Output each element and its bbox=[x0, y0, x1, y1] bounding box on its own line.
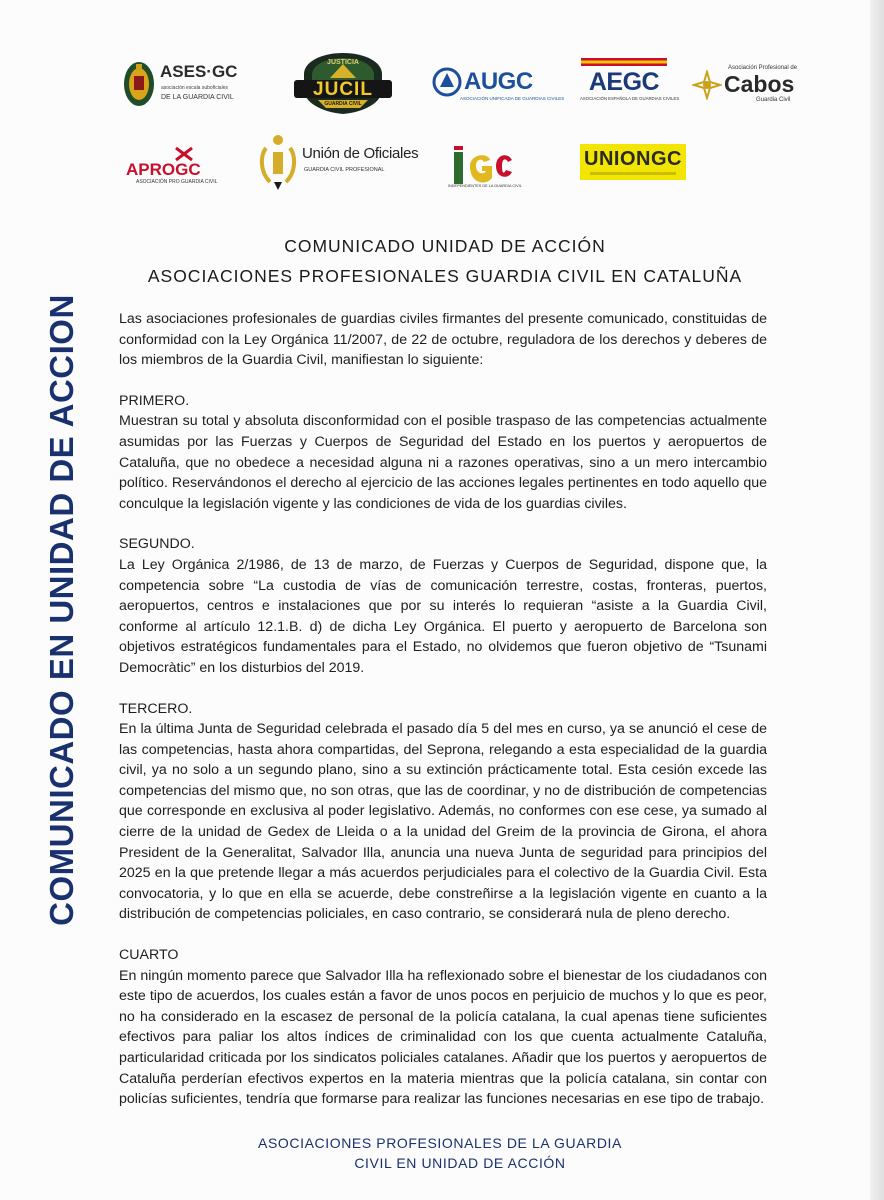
asesgc-sub2: DE LA GUARDIA CIVIL bbox=[161, 94, 234, 101]
cabos-top: Asociación Profesional de bbox=[728, 65, 798, 71]
augc-sub: ASOCIACIÓN UNIFICADA DE GUARDIAS CIVILES bbox=[460, 96, 565, 101]
logo-igc bbox=[448, 140, 522, 192]
logo-asesgc bbox=[122, 56, 238, 112]
section-title-segundo: SEGUNDO. bbox=[119, 536, 195, 553]
igc-sub: INDEPENDIENTES DE LA GUARDIA CIVIL bbox=[448, 184, 522, 188]
footer-signature bbox=[190, 1133, 690, 1173]
asesgc-name: ASES·GC bbox=[160, 62, 238, 81]
aegc-name: AEGC bbox=[588, 68, 660, 96]
section-text-cuarto: En ningún momento parece que Salvador Illa ha reflexionado sobre el bienestar de los ciudadanos con este tipo de acuerdos, los cuales están a favor de unos pocos en perjuicio de muchos y lo que es peor, no ha considerado en la escasez de personal de la policía catalana, la cual apenas tiene suficientes efectivos para paliar los altos índices de criminalidad con los que cuenta actualmente Cataluña, particularidad criticada por los sindicatos policiales catalanes. Añadir que los puertos y aeropuertos de Cataluña perderían efectivos expertos en la materia mientras que la policía catalana, sin contar con policías suficientes, tendría que formarse para realizar las funciones necesarias en ese tipo de trabajo. bbox=[119, 967, 767, 1108]
jucil-top: JUSTICIA bbox=[327, 59, 359, 66]
logo-union-oficiales bbox=[256, 132, 419, 192]
aegc-sub: ASOCIACIÓN ESPAÑOLA DE GUARDIAS CIVILES bbox=[580, 96, 680, 101]
aprogc-name: APROGC bbox=[126, 160, 201, 179]
page-edge-shadow bbox=[870, 0, 884, 1200]
side-title: COMUNICADO EN UNIDAD DE ACCION bbox=[43, 294, 80, 926]
footer-line2: CIVIL EN UNIDAD DE ACCIÓN bbox=[354, 1155, 566, 1171]
section-text-tercero: En la última Junta de Seguridad celebrada el pasado día 5 del mes en curso, ya se anunció el cese de las competencias, hasta ahora compartidas, del Seprona, relegando a esta especialidad de la guardia civil, ya no solo a un segundo plano, sino a su extinción prácticamente total. Esta cesión excede las competencias del mismo que, no son otras, que las de coordinar, y no de distribución de competencias que corresponde en exclusiva al poder legislativo. Además, no conformes con ese cese, ya sumado al cierre de la unidad de Gedex de Lleida o a la unidad del Greim de la provincia de Girona, el ahora President de la Generalitat, Salvador Illa, anuncia una nueva Junta de seguridad para principios del 2025 en la que pretende llegar a más acuerdos perjudiciales para el colectivo de la Guardia Civil. Esta convocatoria, y lo que en ella se acuerde, debe constreñirse a la legislación vigente en cuanto a la distribución de competencias policiales, en caso contrario, se considerará nula de pleno derecho. bbox=[119, 721, 767, 923]
footer-line1: ASOCIACIONES PROFESIONALES DE LA GUARDIA bbox=[258, 1135, 622, 1151]
document-title: COMUNICADO UNIDAD DE ACCIÓN bbox=[284, 236, 606, 256]
cabos-name: Cabos bbox=[724, 71, 795, 97]
section-text-primero: Muestran su total y absoluta disconformidad con el posible traspaso de las competencias actualmente asumidas por las Fuerzas y Cuerpos de Seguridad del Estado en los puertos y aeropuertos de Cataluña, que no obedece a necesidad alguna ni a razones operativas, sino a un mero intercambio político. Reservándonos el derecho al ejercicio de las acciones legales pertinentes en todo aquello que conculque la legislación vigente y las condiciones de vida de los guardias civiles. bbox=[119, 413, 767, 512]
cabos-sub: Guardia Civil bbox=[756, 97, 791, 103]
union-oficiales-emblem-icon bbox=[256, 132, 300, 192]
union-oficiales-sub: GUARDIA CIVIL PROFESIONAL bbox=[304, 167, 385, 173]
intro-paragraph: Las asociaciones profesionales de guardias civiles firmantes del presente comunicado, constituidas de conformidad con la Ley Orgánica 11/2007, de 22 de octubre, reguladora de los derechos y deberes de los miembros de la Guardia Civil, manifiestan lo siguiente: bbox=[119, 311, 767, 369]
document-body bbox=[119, 309, 767, 1110]
logo-uniongc bbox=[580, 144, 686, 180]
logo-augc bbox=[432, 60, 565, 104]
augc-emblem-icon bbox=[432, 67, 462, 97]
jucil-name: JUCIL bbox=[313, 79, 373, 100]
igc-name bbox=[448, 140, 449, 141]
logo-cabos bbox=[692, 64, 802, 106]
augc-name: AUGC bbox=[464, 68, 533, 95]
cabos-emblem-icon bbox=[692, 70, 722, 100]
logo-aegc bbox=[580, 58, 680, 104]
logo-aprogc bbox=[122, 146, 242, 186]
logo-jucil bbox=[290, 50, 396, 116]
document-subtitle: ASOCIACIONES PROFESIONALES GUARDIA CIVIL EN CATALUÑA bbox=[147, 266, 743, 286]
aegc-flag-stripe-icon bbox=[581, 58, 667, 66]
igc-emblem-icon bbox=[448, 144, 522, 188]
aprogc-sub: ASOCIACIÓN PRO GUARDIA CIVIL bbox=[136, 179, 218, 185]
section-title-primero: PRIMERO. bbox=[119, 392, 190, 409]
section-title-cuarto: CUARTO bbox=[119, 947, 179, 964]
uniongc-name: UNIONGC bbox=[584, 148, 682, 170]
jucil-sub: GUARDIA CIVIL bbox=[324, 101, 362, 107]
asesgc-sub1: asociación escala suboficiales bbox=[161, 85, 228, 91]
asesgc-emblem-icon bbox=[122, 58, 156, 110]
section-title-tercero: TERCERO. bbox=[119, 700, 193, 717]
section-text-segundo: La Ley Orgánica 2/1986, de 13 de marzo, de Fuerzas y Cuerpos de Seguridad, dispone que, la competencia sobre “La custodia de vías de comunicación terrestre, costas, fronteras, puertos, aeropuertos, centros e instalaciones que por su interés lo requieran “asiste a la Guardia Civil, conforme al artículo 12.1.B. d) de dicha Ley Orgánica. El puerto y aeropuerto de Barcelona son objetivos estratégicos fundamentales para el Estado, no olvidemos que fueron objetivo de “Tsunami Democràtic” en los disturbios del 2019. bbox=[119, 556, 767, 676]
union-oficiales-name: Unión de Oficiales bbox=[302, 145, 419, 162]
